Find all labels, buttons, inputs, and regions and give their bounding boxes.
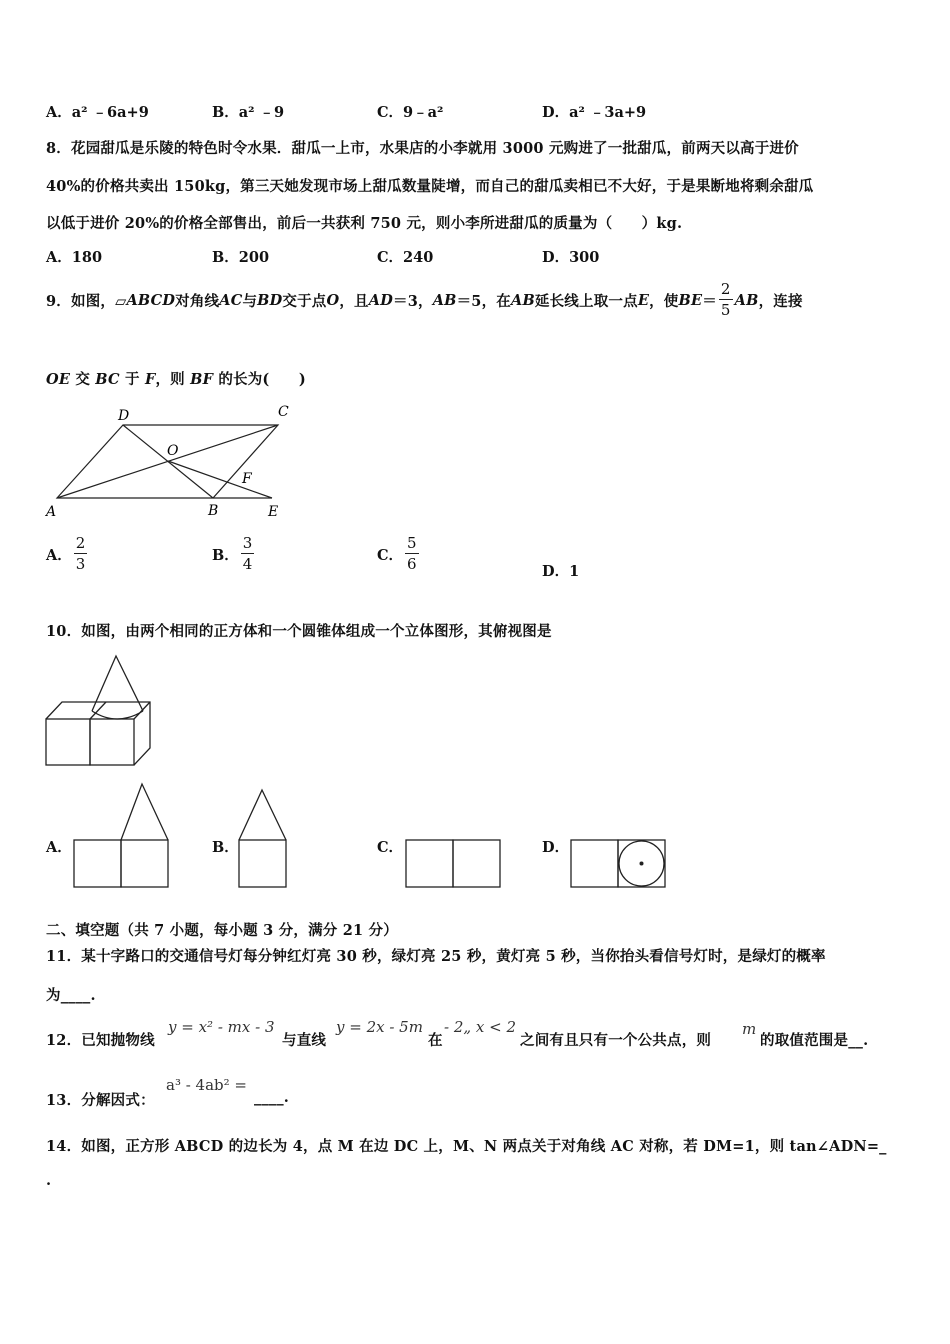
q12-suffix: 的取值范围是__. xyxy=(760,1032,869,1049)
q9-option-c: C． $\frac{5}{6}$ xyxy=(377,534,417,573)
q8-line-1: 8．花园甜瓜是乐陵的特色时令水果．甜瓜一上市，水果店的小李就用 3000 元购进了一批甜瓜，前两天以高于进价 xyxy=(46,140,799,157)
section-2-title: 二、填空题（共 7 小题，每小题 3 分，满分 21 分） xyxy=(46,922,398,939)
q8-option-a: A．180 xyxy=(46,249,103,266)
q10-text: 10．如图，由两个相同的正方体和一个圆锥体组成一个立体图形，其俯视图是 xyxy=(46,623,552,640)
q12-prefix: 12．已知抛物线 xyxy=(46,1032,155,1049)
q13-suffix: ____. xyxy=(254,1089,290,1106)
q12-mid-3: 之间有且只有一个公共点，则 xyxy=(520,1032,712,1049)
label-o: O xyxy=(167,443,179,459)
label-f: F xyxy=(242,471,252,487)
q13-expression: a³ - 4ab² = xyxy=(166,1076,247,1094)
q7-option-b: B．a² ﹣9 xyxy=(212,104,285,121)
q12-mid-2: 在 xyxy=(428,1032,443,1049)
q10-option-c-figure xyxy=(404,838,504,890)
q10-solid-figure xyxy=(44,652,156,770)
q10-option-c-label: C． xyxy=(377,839,404,856)
q12-parabola: y = x² - mx - 3 xyxy=(168,1018,275,1036)
q10-option-d-label: D． xyxy=(542,839,570,856)
q8-option-b: B．200 xyxy=(212,249,270,266)
q8-line-2: 40%的价格共卖出 150kg，第三天她发现市场上甜瓜数量陡增，而自己的甜瓜卖相已不大好，于是果断地将剩余甜瓜 xyxy=(46,178,814,195)
label-a: A xyxy=(46,504,57,520)
q11-line-1: 11．某十字路口的交通信号灯每分钟红灯亮 30 秒，绿灯亮 25 秒，黄灯亮 5 秒，当你抬头看信号灯时，是绿灯的概率 xyxy=(46,948,826,965)
label-b: B xyxy=(208,503,219,519)
cube-left-front xyxy=(46,719,90,765)
q10-option-b-label: B． xyxy=(212,839,239,856)
q12-m: m xyxy=(742,1020,757,1038)
q10-option-b-figure xyxy=(236,786,290,890)
q9-line-2: OE 交 BC 于 F，则 BF 的长为( ) xyxy=(46,371,306,388)
q10-option-a-figure xyxy=(72,780,172,890)
q7-option-a: A．a² ﹣6a+9 xyxy=(46,104,149,121)
q12-range: - 2„ x < 2 xyxy=(444,1018,517,1036)
q14-line-2: . xyxy=(46,1172,52,1189)
q10-option-d-figure xyxy=(569,838,669,890)
q9-option-a: A． $\frac{2}{3}$ xyxy=(46,534,86,573)
q7-option-c: C．9﹣a² xyxy=(377,104,444,121)
q10-option-a-label: A． xyxy=(46,839,72,856)
q8-option-d: D．300 xyxy=(542,249,600,266)
label-c: C xyxy=(278,404,289,420)
segment-oe xyxy=(168,461,272,498)
q9-option-b: B． $\frac{3}{4}$ xyxy=(212,534,253,573)
q9-line-1: 9．如图，▱ ABCD 对角线 AC 与 BD 交于点 O ，且 AD ＝3， AB ＝5，在 AB 延长线上取一点 E ，使 BE ＝ $\frac{2}{5}$ AB ，连接 xyxy=(46,280,803,319)
q9-parallelogram-figure xyxy=(40,400,310,525)
q9-option-d: D．1 xyxy=(542,563,580,580)
q9-fraction: $\frac{2}{5}$ xyxy=(720,280,731,319)
q7-option-d: D．a² ﹣3a+9 xyxy=(542,104,647,121)
q8-line-3: 以低于进价 20%的价格全部售出，前后一共获利 750 元，则小李所进甜瓜的质量为（ ）kg. xyxy=(46,215,683,232)
q11-line-2: 为____. xyxy=(46,987,96,1004)
q13-prefix: 13．分解因式： xyxy=(46,1092,155,1109)
cone-sides xyxy=(92,656,143,711)
cube-right-front xyxy=(90,719,134,765)
q14-line-1: 14．如图，正方形 ABCD 的边长为 4，点 M 在边 DC 上，M、N 两点关于对角线 AC 对称，若 DM=1，则 tan∠ADN=_ xyxy=(46,1138,887,1155)
label-e: E xyxy=(268,504,279,520)
q12-mid-1: 与直线 xyxy=(282,1032,327,1049)
q12-line: y = 2x - 5m xyxy=(336,1018,423,1036)
label-d: D xyxy=(118,408,130,424)
q8-option-c: C．240 xyxy=(377,249,434,266)
